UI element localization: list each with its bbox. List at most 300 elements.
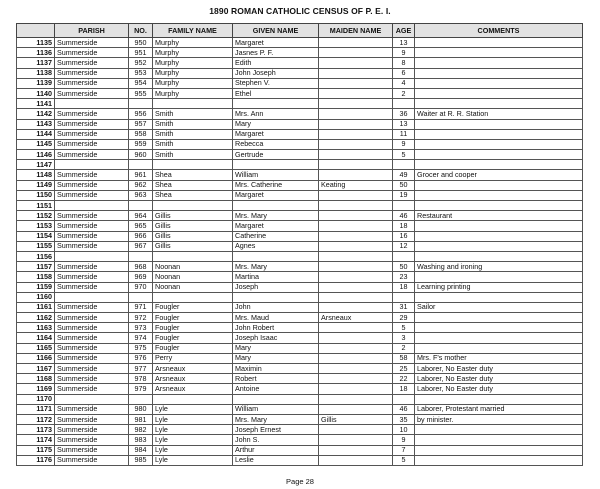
header-family-name: FAMILY NAME	[153, 24, 233, 38]
given-name-cell: Mary	[233, 343, 319, 353]
maiden-name-cell	[319, 272, 393, 282]
parish-cell: Summerside	[55, 282, 129, 292]
age-cell: 31	[393, 302, 415, 312]
age-cell: 35	[393, 414, 415, 424]
row-number-cell: 1174	[17, 435, 55, 445]
given-name-cell: Joseph	[233, 282, 319, 292]
table-row	[17, 384, 583, 394]
no-cell: 963	[129, 190, 153, 200]
age-cell: 4	[393, 78, 415, 88]
comments-cell	[415, 333, 583, 343]
parish-cell: Summerside	[55, 262, 129, 272]
no-cell: 955	[129, 88, 153, 98]
maiden-name-cell	[319, 384, 393, 394]
parish-cell: Summerside	[55, 425, 129, 435]
given-name-cell	[233, 201, 319, 211]
row-number-cell: 1171	[17, 404, 55, 414]
row-number-cell: 1161	[17, 302, 55, 312]
given-name-cell: Margaret	[233, 190, 319, 200]
comments-cell	[415, 343, 583, 353]
parish-cell: Summerside	[55, 180, 129, 190]
no-cell: 977	[129, 364, 153, 374]
table-row	[17, 282, 583, 292]
comments-cell	[415, 190, 583, 200]
family-name-cell: Smith	[153, 139, 233, 149]
maiden-name-cell	[319, 251, 393, 261]
no-cell: 982	[129, 425, 153, 435]
parish-cell: Summerside	[55, 414, 129, 424]
table-row	[17, 323, 583, 333]
parish-cell: Summerside	[55, 88, 129, 98]
comments-cell	[415, 139, 583, 149]
comments-cell: Laborer, No Easter duty	[415, 364, 583, 374]
row-number-cell: 1167	[17, 364, 55, 374]
maiden-name-cell	[319, 190, 393, 200]
comments-cell	[415, 272, 583, 282]
age-cell	[393, 160, 415, 170]
maiden-name-cell	[319, 282, 393, 292]
parish-cell: Summerside	[55, 78, 129, 88]
given-name-cell: Joseph Ernest	[233, 425, 319, 435]
maiden-name-cell	[319, 58, 393, 68]
row-number-cell: 1169	[17, 384, 55, 394]
family-name-cell	[153, 99, 233, 109]
maiden-name-cell	[319, 78, 393, 88]
given-name-cell: Mary	[233, 119, 319, 129]
given-name-cell: Catherine	[233, 231, 319, 241]
family-name-cell: Smith	[153, 129, 233, 139]
row-number-cell: 1141	[17, 99, 55, 109]
given-name-cell: Margaret	[233, 38, 319, 48]
no-cell: 974	[129, 333, 153, 343]
table-row	[17, 455, 583, 465]
age-cell: 46	[393, 211, 415, 221]
parish-cell	[55, 201, 129, 211]
family-name-cell: Smith	[153, 109, 233, 119]
table-row	[17, 48, 583, 58]
table-row	[17, 58, 583, 68]
row-number-cell: 1146	[17, 150, 55, 160]
row-number-cell: 1155	[17, 241, 55, 251]
parish-cell	[55, 292, 129, 302]
maiden-name-cell	[319, 455, 393, 465]
parish-cell: Summerside	[55, 435, 129, 445]
no-cell	[129, 201, 153, 211]
no-cell	[129, 160, 153, 170]
age-cell: 9	[393, 48, 415, 58]
family-name-cell: Fougler	[153, 313, 233, 323]
family-name-cell: Arsneaux	[153, 384, 233, 394]
table-row	[17, 364, 583, 374]
family-name-cell: Gillis	[153, 241, 233, 251]
comments-cell	[415, 455, 583, 465]
no-cell: 971	[129, 302, 153, 312]
maiden-name-cell	[319, 292, 393, 302]
table-row	[17, 38, 583, 48]
family-name-cell: Murphy	[153, 38, 233, 48]
age-cell: 9	[393, 139, 415, 149]
no-cell: 965	[129, 221, 153, 231]
comments-cell	[415, 160, 583, 170]
no-cell: 983	[129, 435, 153, 445]
no-cell: 957	[129, 119, 153, 129]
row-number-cell: 1154	[17, 231, 55, 241]
age-cell: 5	[393, 323, 415, 333]
family-name-cell: Arsneaux	[153, 374, 233, 384]
no-cell: 969	[129, 272, 153, 282]
comments-cell	[415, 201, 583, 211]
family-name-cell: Gillis	[153, 211, 233, 221]
maiden-name-cell	[319, 343, 393, 353]
comments-cell: Laborer, No Easter duty	[415, 374, 583, 384]
maiden-name-cell	[319, 323, 393, 333]
row-number-cell: 1163	[17, 323, 55, 333]
row-number-cell: 1164	[17, 333, 55, 343]
parish-cell: Summerside	[55, 445, 129, 455]
family-name-cell: Murphy	[153, 68, 233, 78]
family-name-cell: Lyle	[153, 404, 233, 414]
no-cell: 975	[129, 343, 153, 353]
row-number-cell: 1138	[17, 68, 55, 78]
comments-cell	[415, 251, 583, 261]
row-number-cell: 1172	[17, 414, 55, 424]
table-row	[17, 425, 583, 435]
age-cell: 3	[393, 333, 415, 343]
maiden-name-cell	[319, 333, 393, 343]
table-row	[17, 170, 583, 180]
maiden-name-cell	[319, 150, 393, 160]
comments-cell: Learning printing	[415, 282, 583, 292]
no-cell	[129, 394, 153, 404]
no-cell: 959	[129, 139, 153, 149]
table-row	[17, 109, 583, 119]
row-number-cell: 1173	[17, 425, 55, 435]
comments-cell: by minister.	[415, 414, 583, 424]
table-row	[17, 313, 583, 323]
parish-cell: Summerside	[55, 323, 129, 333]
maiden-name-cell	[319, 129, 393, 139]
maiden-name-cell	[319, 302, 393, 312]
given-name-cell: Leslie	[233, 455, 319, 465]
parish-cell: Summerside	[55, 211, 129, 221]
parish-cell: Summerside	[55, 190, 129, 200]
maiden-name-cell	[319, 374, 393, 384]
maiden-name-cell	[319, 262, 393, 272]
family-name-cell: Gillis	[153, 231, 233, 241]
table-row	[17, 150, 583, 160]
age-cell: 5	[393, 455, 415, 465]
row-number-cell: 1157	[17, 262, 55, 272]
comments-cell	[415, 313, 583, 323]
row-number-cell: 1176	[17, 455, 55, 465]
row-number-cell: 1145	[17, 139, 55, 149]
comments-cell	[415, 99, 583, 109]
row-number-cell: 1168	[17, 374, 55, 384]
maiden-name-cell	[319, 404, 393, 414]
no-cell: 970	[129, 282, 153, 292]
table-row	[17, 180, 583, 190]
no-cell: 958	[129, 129, 153, 139]
given-name-cell	[233, 251, 319, 261]
age-cell: 10	[393, 425, 415, 435]
age-cell	[393, 201, 415, 211]
table-row	[17, 272, 583, 282]
parish-cell: Summerside	[55, 384, 129, 394]
no-cell	[129, 251, 153, 261]
parish-cell: Summerside	[55, 109, 129, 119]
family-name-cell	[153, 201, 233, 211]
given-name-cell: Gertrude	[233, 150, 319, 160]
parish-cell: Summerside	[55, 68, 129, 78]
page-number: Page 28	[286, 477, 314, 486]
family-name-cell: Noonan	[153, 282, 233, 292]
given-name-cell: Mary	[233, 353, 319, 363]
row-number-cell: 1162	[17, 313, 55, 323]
given-name-cell: John Robert	[233, 323, 319, 333]
family-name-cell: Lyle	[153, 455, 233, 465]
row-number-cell: 1139	[17, 78, 55, 88]
comments-cell	[415, 323, 583, 333]
table-header	[17, 24, 583, 38]
age-cell	[393, 251, 415, 261]
comments-cell	[415, 231, 583, 241]
parish-cell: Summerside	[55, 129, 129, 139]
table-row	[17, 88, 583, 98]
parish-cell: Summerside	[55, 455, 129, 465]
page-title: 1890 ROMAN CATHOLIC CENSUS OF P. E. I.	[209, 6, 391, 16]
table-row	[17, 414, 583, 424]
age-cell: 25	[393, 364, 415, 374]
age-cell: 12	[393, 241, 415, 251]
age-cell: 13	[393, 38, 415, 48]
maiden-name-cell	[319, 119, 393, 129]
family-name-cell: Shea	[153, 170, 233, 180]
comments-cell	[415, 58, 583, 68]
given-name-cell: William	[233, 170, 319, 180]
given-name-cell: Arthur	[233, 445, 319, 455]
family-name-cell: Fougler	[153, 343, 233, 353]
row-number-cell: 1165	[17, 343, 55, 353]
comments-cell	[415, 435, 583, 445]
table-row	[17, 221, 583, 231]
no-cell: 973	[129, 323, 153, 333]
table-row	[17, 119, 583, 129]
parish-cell: Summerside	[55, 170, 129, 180]
header-parish: PARISH	[55, 24, 129, 38]
parish-cell: Summerside	[55, 302, 129, 312]
age-cell: 16	[393, 231, 415, 241]
no-cell	[129, 99, 153, 109]
table-row	[17, 68, 583, 78]
parish-cell	[55, 394, 129, 404]
row-number-cell: 1152	[17, 211, 55, 221]
age-cell: 2	[393, 343, 415, 353]
age-cell: 18	[393, 221, 415, 231]
parish-cell: Summerside	[55, 364, 129, 374]
no-cell: 950	[129, 38, 153, 48]
header-age: AGE	[393, 24, 415, 38]
given-name-cell: Mrs. Mary	[233, 262, 319, 272]
row-number-cell: 1142	[17, 109, 55, 119]
maiden-name-cell: Keating	[319, 180, 393, 190]
parish-cell: Summerside	[55, 38, 129, 48]
age-cell: 11	[393, 129, 415, 139]
parish-cell: Summerside	[55, 139, 129, 149]
given-name-cell	[233, 160, 319, 170]
given-name-cell: Maximin	[233, 364, 319, 374]
age-cell: 8	[393, 58, 415, 68]
maiden-name-cell	[319, 99, 393, 109]
age-cell: 19	[393, 190, 415, 200]
age-cell: 18	[393, 384, 415, 394]
maiden-name-cell	[319, 231, 393, 241]
family-name-cell: Murphy	[153, 88, 233, 98]
given-name-cell: Martina	[233, 272, 319, 282]
age-cell: 49	[393, 170, 415, 180]
parish-cell: Summerside	[55, 404, 129, 414]
family-name-cell: Perry	[153, 353, 233, 363]
row-number-cell: 1135	[17, 38, 55, 48]
table-row	[17, 445, 583, 455]
row-number-cell: 1170	[17, 394, 55, 404]
parish-cell: Summerside	[55, 353, 129, 363]
given-name-cell: Margaret	[233, 129, 319, 139]
family-name-cell: Murphy	[153, 48, 233, 58]
header-given-name: GIVEN NAME	[233, 24, 319, 38]
no-cell: 951	[129, 48, 153, 58]
family-name-cell: Shea	[153, 190, 233, 200]
table-row	[17, 241, 583, 251]
comments-cell	[415, 445, 583, 455]
age-cell	[393, 99, 415, 109]
table-row	[17, 201, 583, 211]
given-name-cell: John S.	[233, 435, 319, 445]
parish-cell: Summerside	[55, 241, 129, 251]
given-name-cell	[233, 394, 319, 404]
family-name-cell: Noonan	[153, 272, 233, 282]
parish-cell: Summerside	[55, 221, 129, 231]
given-name-cell: Robert	[233, 374, 319, 384]
parish-cell	[55, 99, 129, 109]
row-number-cell: 1160	[17, 292, 55, 302]
table-row	[17, 262, 583, 272]
given-name-cell: Joseph Isaac	[233, 333, 319, 343]
comments-cell	[415, 394, 583, 404]
table-body	[17, 38, 583, 466]
family-name-cell: Murphy	[153, 58, 233, 68]
row-number-cell: 1149	[17, 180, 55, 190]
age-cell: 6	[393, 68, 415, 78]
parish-cell	[55, 251, 129, 261]
comments-cell: Laborer, No Easter duty	[415, 384, 583, 394]
age-cell: 50	[393, 180, 415, 190]
family-name-cell	[153, 160, 233, 170]
comments-cell	[415, 78, 583, 88]
parish-cell: Summerside	[55, 48, 129, 58]
maiden-name-cell	[319, 445, 393, 455]
census-table	[16, 23, 583, 466]
comments-cell	[415, 129, 583, 139]
age-cell: 9	[393, 435, 415, 445]
parish-cell: Summerside	[55, 313, 129, 323]
row-number-cell: 1153	[17, 221, 55, 231]
comments-cell	[415, 221, 583, 231]
no-cell: 954	[129, 78, 153, 88]
maiden-name-cell	[319, 364, 393, 374]
maiden-name-cell	[319, 170, 393, 180]
comments-cell: Restaurant	[415, 211, 583, 221]
comments-cell	[415, 38, 583, 48]
no-cell: 952	[129, 58, 153, 68]
comments-cell	[415, 150, 583, 160]
no-cell: 980	[129, 404, 153, 414]
given-name-cell: Mrs. Mary	[233, 211, 319, 221]
comments-cell	[415, 241, 583, 251]
parish-cell: Summerside	[55, 58, 129, 68]
row-number-cell: 1136	[17, 48, 55, 58]
maiden-name-cell	[319, 68, 393, 78]
table-row	[17, 404, 583, 414]
age-cell: 29	[393, 313, 415, 323]
family-name-cell: Smith	[153, 150, 233, 160]
family-name-cell: Fougler	[153, 302, 233, 312]
no-cell: 960	[129, 150, 153, 160]
parish-cell	[55, 160, 129, 170]
comments-cell	[415, 425, 583, 435]
age-cell: 22	[393, 374, 415, 384]
given-name-cell: Mrs. Catherine	[233, 180, 319, 190]
comments-cell: Mrs. F's mother	[415, 353, 583, 363]
family-name-cell: Shea	[153, 180, 233, 190]
row-number-cell: 1144	[17, 129, 55, 139]
maiden-name-cell	[319, 38, 393, 48]
no-cell: 964	[129, 211, 153, 221]
given-name-cell: Stephen V.	[233, 78, 319, 88]
maiden-name-cell: Gillis	[319, 414, 393, 424]
maiden-name-cell	[319, 109, 393, 119]
family-name-cell: Gillis	[153, 221, 233, 231]
row-number-cell: 1147	[17, 160, 55, 170]
table-row	[17, 292, 583, 302]
table-row	[17, 129, 583, 139]
age-cell: 7	[393, 445, 415, 455]
age-cell: 18	[393, 282, 415, 292]
no-cell: 961	[129, 170, 153, 180]
no-cell: 968	[129, 262, 153, 272]
table-row	[17, 251, 583, 261]
table-row	[17, 78, 583, 88]
maiden-name-cell	[319, 48, 393, 58]
row-number-cell: 1137	[17, 58, 55, 68]
row-number-cell: 1150	[17, 190, 55, 200]
no-cell: 956	[129, 109, 153, 119]
no-cell: 967	[129, 241, 153, 251]
table-row	[17, 99, 583, 109]
table-row	[17, 435, 583, 445]
row-number-cell: 1151	[17, 201, 55, 211]
maiden-name-cell	[319, 394, 393, 404]
no-cell: 979	[129, 384, 153, 394]
comments-cell	[415, 292, 583, 302]
table-row	[17, 333, 583, 343]
no-cell: 972	[129, 313, 153, 323]
maiden-name-cell	[319, 241, 393, 251]
given-name-cell: Mrs. Ann	[233, 109, 319, 119]
parish-cell: Summerside	[55, 231, 129, 241]
no-cell: 984	[129, 445, 153, 455]
row-number-cell: 1175	[17, 445, 55, 455]
given-name-cell: Ethel	[233, 88, 319, 98]
